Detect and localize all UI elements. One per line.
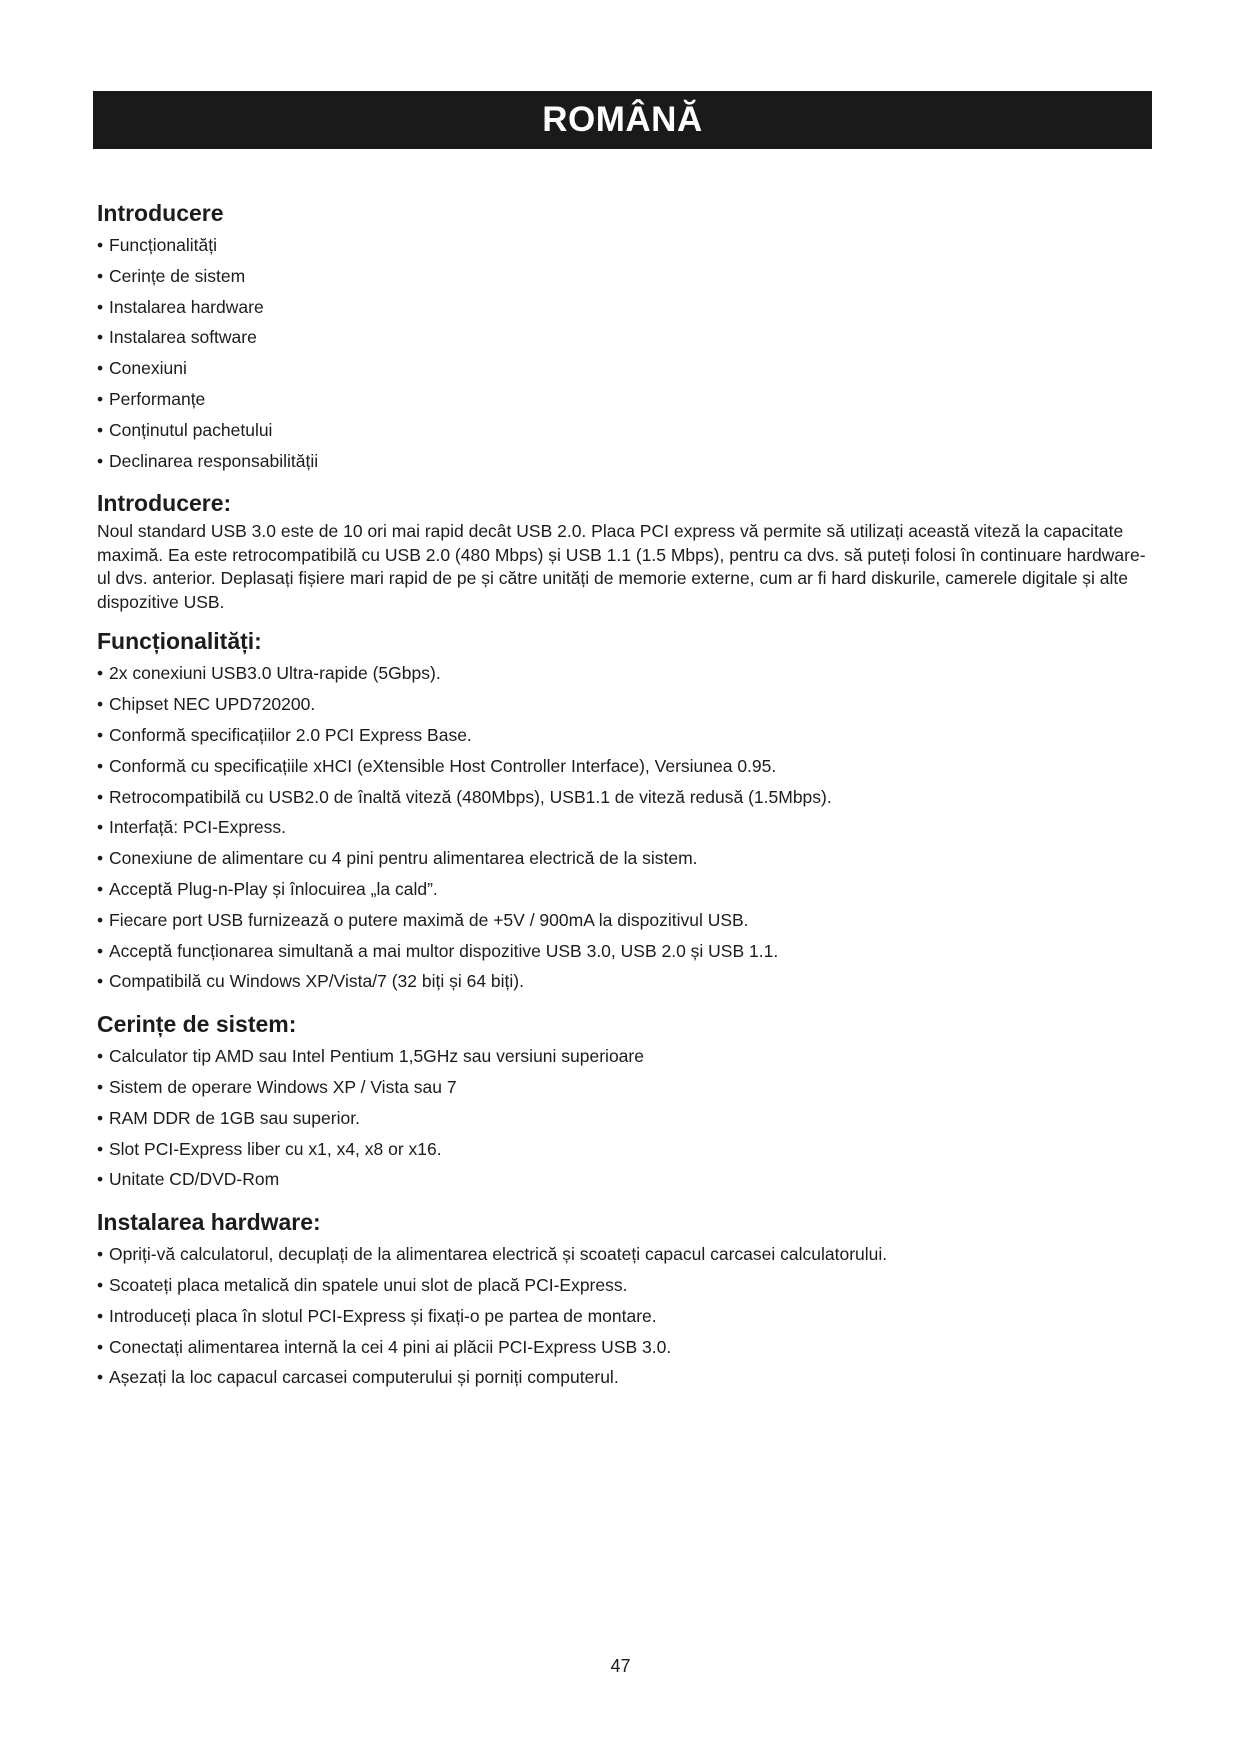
toc-item: • Declinarea responsabilității	[97, 446, 1152, 477]
hardware-step: • Conectați alimentarea internă la cei 4 pini ai plăcii PCI-Express USB 3.0.	[97, 1332, 1152, 1363]
hardware-step: • Opriți-vă calculatorul, decuplați de la alimentarea electrică și scoateți capacul carcasei calculatorului.	[97, 1239, 1152, 1270]
document-body	[97, 196, 1152, 1393]
feature-item: • Acceptă funcționarea simultană a mai multor dispozitive USB 3.0, USB 2.0 și USB 1.1.	[97, 936, 1152, 967]
feature-item: • Compatibilă cu Windows XP/Vista/7 (32 biți și 64 biți).	[97, 966, 1152, 997]
feature-item: • Conformă cu specificațiile xHCI (eXtensible Host Controller Interface), Versiunea 0.95.	[97, 751, 1152, 782]
feature-item: • Retrocompatibilă cu USB2.0 de înaltă viteză (480Mbps), USB1.1 de viteză redusă (1.5Mbps).	[97, 782, 1152, 813]
toc-heading: Introducere	[97, 200, 224, 226]
intro-heading: Introducere:	[97, 490, 232, 517]
toc-item: • Conexiuni	[97, 353, 1152, 384]
feature-item: • Interfață: PCI-Express.	[97, 812, 1152, 843]
hardware-step: • Introduceți placa în slotul PCI-Express și fixați-o pe partea de montare.	[97, 1301, 1152, 1332]
language-banner	[93, 91, 1152, 149]
hardware-heading: Instalarea hardware:	[97, 1209, 321, 1236]
intro-paragraph: Noul standard USB 3.0 este de 10 ori mai rapid decât USB 2.0. Placa PCI express vă permite să utilizați această viteză la capacitate maximă. Ea este retrocompatibilă cu USB 2.0 (480 Mbps) și USB 1.1 (1.5 Mbps), pentru ca dvs. să puteți folosi în continuare hardware-ul dvs. anterior. Deplasați fișiere mari rapid de pe și către unități de memorie externe, cum ar fi hard diskurile, camerele digitale și alte dispozitive USB.	[97, 521, 1146, 612]
requirement-item: • Unitate CD/DVD-Rom	[97, 1164, 1152, 1195]
toc-list	[97, 230, 1152, 476]
hardware-list	[97, 1239, 1152, 1393]
requirements-heading: Cerințe de sistem:	[97, 1011, 297, 1038]
hardware-step: • Scoateți placa metalică din spatele unui slot de placă PCI-Express.	[97, 1270, 1152, 1301]
toc-item: • Instalarea hardware	[97, 292, 1152, 323]
feature-item: • 2x conexiuni USB3.0 Ultra-rapide (5Gbps).	[97, 658, 1152, 689]
features-list	[97, 658, 1152, 997]
toc-item: • Conținutul pachetului	[97, 415, 1152, 446]
toc-item: • Funcționalități	[97, 230, 1152, 261]
hardware-section	[97, 1205, 1152, 1393]
requirements-list	[97, 1041, 1152, 1195]
feature-item: • Acceptă Plug-n-Play și înlocuirea „la cald”.	[97, 874, 1152, 905]
intro-section	[97, 486, 1152, 614]
page-number: 47	[610, 1656, 631, 1676]
feature-item: • Conformă specificațiilor 2.0 PCI Express Base.	[97, 720, 1152, 751]
requirement-item: • Sistem de operare Windows XP / Vista sau 7	[97, 1072, 1152, 1103]
requirements-section	[97, 1007, 1152, 1195]
features-heading: Funcționalități:	[97, 628, 262, 655]
feature-item: • Chipset NEC UPD720200.	[97, 689, 1152, 720]
requirement-item: • RAM DDR de 1GB sau superior.	[97, 1103, 1152, 1134]
features-section	[97, 624, 1152, 997]
requirement-item: • Slot PCI-Express liber cu x1, x4, x8 or x16.	[97, 1134, 1152, 1165]
toc-item: • Cerințe de sistem	[97, 261, 1152, 292]
feature-item: • Conexiune de alimentare cu 4 pini pentru alimentarea electrică de la sistem.	[97, 843, 1152, 874]
toc-item: • Performanțe	[97, 384, 1152, 415]
toc-item: • Instalarea software	[97, 322, 1152, 353]
hardware-step: • Așezați la loc capacul carcasei computerului și porniți computerul.	[97, 1362, 1152, 1393]
requirement-item: • Calculator tip AMD sau Intel Pentium 1,5GHz sau versiuni superioare	[97, 1041, 1152, 1072]
banner-title: ROMÂNĂ	[542, 100, 703, 139]
feature-item: • Fiecare port USB furnizează o putere maximă de +5V / 900mA la dispozitivul USB.	[97, 905, 1152, 936]
toc-section	[97, 196, 1152, 476]
